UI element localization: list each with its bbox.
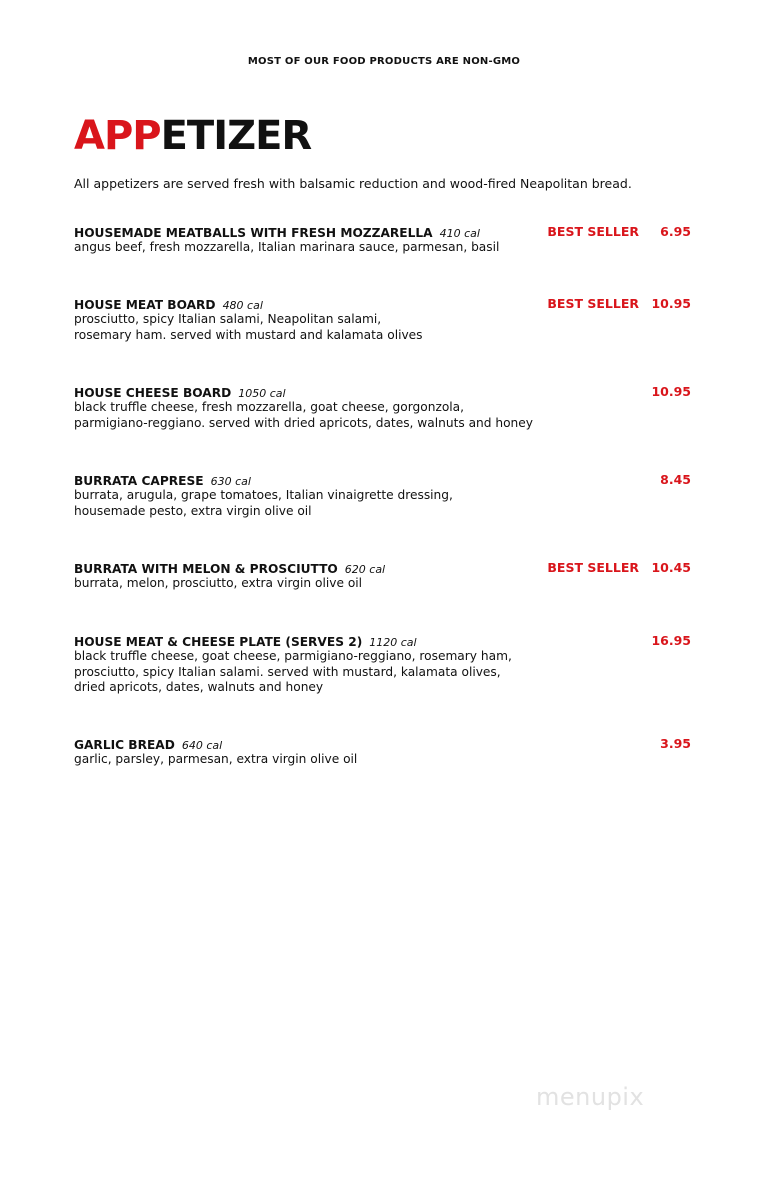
menu-item-calories: 640 cal bbox=[181, 739, 223, 752]
menu-item-name: GARLIC BREAD bbox=[74, 738, 175, 752]
menu-item-description: angus beef, fresh mozzarella, Italian marinara sauce, parmesan, basil bbox=[74, 240, 500, 254]
menu-item-calories: 620 cal bbox=[344, 563, 386, 576]
menu-item-name: BURRATA WITH MELON & PROSCIUTTO bbox=[74, 562, 338, 576]
menu-item-name: BURRATA CAPRESE bbox=[74, 474, 204, 488]
non-gmo-notice: MOST OF OUR FOOD PRODUCTS ARE NON-GMO bbox=[247, 56, 521, 67]
menu-item-header bbox=[74, 633, 694, 649]
menu-item-price: 3.95 bbox=[660, 736, 691, 751]
section-title-rest: ETIZER bbox=[160, 113, 312, 159]
menu-item-header bbox=[74, 472, 694, 488]
menu-item-calories: 1120 cal bbox=[369, 636, 417, 649]
menu-item-header bbox=[74, 296, 694, 312]
menu-item-garlic-bread bbox=[74, 736, 694, 768]
menu-item-burrata-caprese bbox=[74, 472, 694, 519]
section-title-accent: APP bbox=[74, 113, 161, 159]
menu-item-calories: 1050 cal bbox=[238, 387, 286, 400]
menu-item-description: burrata, arugula, grape tomatoes, Italian vinaigrette dressing, bbox=[74, 488, 453, 502]
menu-item-price: 6.95 bbox=[660, 224, 691, 239]
menu-item-description: black truffle cheese, fresh mozzarella, goat cheese, gorgonzola, bbox=[74, 400, 465, 414]
menu-item-name: HOUSE CHEESE BOARD bbox=[74, 386, 232, 400]
menu-item-price: 8.45 bbox=[660, 472, 691, 487]
menu-item-header bbox=[74, 384, 694, 400]
menu-item-meatballs bbox=[74, 224, 694, 256]
menu-item-price: 10.45 bbox=[651, 560, 691, 575]
menu-item-house-cheese-board bbox=[74, 384, 694, 431]
menu-item-header bbox=[74, 736, 694, 752]
menu-item-description: black truffle cheese, goat cheese, parmigiano-reggiano, rosemary ham, bbox=[74, 649, 512, 663]
section-intro: All appetizers are served fresh with balsamic reduction and wood-fired Neapolitan bread. bbox=[74, 176, 632, 191]
menu-item-calories: 630 cal bbox=[210, 475, 251, 488]
menu-item-calories: 410 cal bbox=[439, 227, 480, 240]
best-seller-badge: BEST SELLER bbox=[547, 224, 639, 239]
menu-item-price: 10.95 bbox=[651, 296, 691, 311]
menupix-watermark: menupix bbox=[536, 1083, 645, 1111]
menu-item-description: parmigiano-reggiano. served with dried apricots, dates, walnuts and honey bbox=[74, 415, 533, 430]
menu-item-name: HOUSE MEAT BOARD bbox=[74, 298, 216, 312]
menu-item-description: dried apricots, dates, walnuts and honey bbox=[74, 680, 324, 694]
menu-item-description: burrata, melon, prosciutto, extra virgin olive oil bbox=[74, 576, 363, 590]
menu-item-meat-cheese-plate bbox=[74, 633, 694, 696]
menu-item-description: garlic, parsley, parmesan, extra virgin olive oil bbox=[74, 752, 358, 766]
best-seller-badge: BEST SELLER bbox=[547, 560, 639, 575]
menu-item-price: 16.95 bbox=[651, 633, 691, 648]
menu-item-header bbox=[74, 224, 694, 240]
menu-item-name: HOUSE MEAT & CHEESE PLATE (SERVES 2) bbox=[74, 635, 363, 649]
menu-item-description: prosciutto, spicy Italian salami. served with mustard, kalamata olives, bbox=[74, 664, 501, 679]
section-title bbox=[74, 112, 311, 160]
menu-item-description: housemade pesto, extra virgin olive oil bbox=[74, 503, 312, 518]
menu-item-name: HOUSEMADE MEATBALLS WITH FRESH MOZZARELLA bbox=[74, 226, 433, 240]
menu-item-house-meat-board bbox=[74, 296, 694, 343]
menu-item-burrata-melon bbox=[74, 560, 694, 592]
menu-item-description: prosciutto, spicy Italian salami, Neapolitan salami, bbox=[74, 312, 382, 326]
menu-item-header bbox=[74, 560, 694, 576]
menu-item-description: rosemary ham. served with mustard and kalamata olives bbox=[74, 327, 423, 342]
menu-item-calories: 480 cal bbox=[222, 299, 263, 312]
menu-item-price: 10.95 bbox=[651, 384, 691, 399]
best-seller-badge: BEST SELLER bbox=[547, 296, 639, 311]
